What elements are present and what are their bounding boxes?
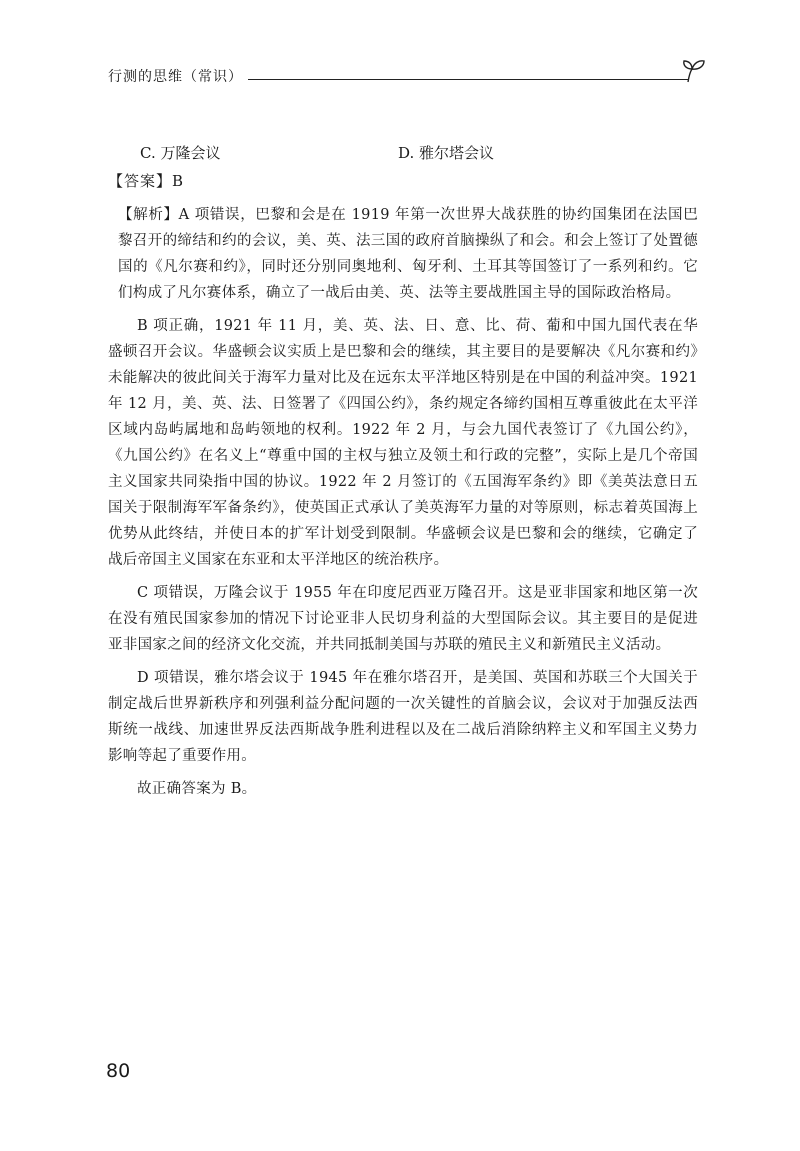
header-title: 行测的思维（常识） [108, 69, 243, 85]
option-d: D. 雅尔塔会议 [398, 144, 495, 162]
analysis-paragraph-a: 【解析】A 项错误，巴黎和会是在 1919 年第一次世界大战获胜的协约国集团在法国巴黎召开的缔结和约的会议，美、英、法三国的政府首脑操纵了和会。和会上签订了处置德国的《凡尔赛和约》，同时还分别同奥地利、匈牙利、土耳其等国签订了一系列和约。它们构成了凡尔赛体系，确立了一战后由美、英、法等主要战胜国主导的国际政治格局。 [118, 207, 698, 301]
options-row [108, 138, 698, 164]
page-number: 80 [106, 1060, 131, 1082]
analysis-paragraph-d: D 项错误，雅尔塔会议于 1945 年在雅尔塔召开，是美国、英国和苏联三个大国关于制定战后世界新秩序和列强利益分配问题的一次关键性的首脑会议，会议对于加强反法西斯统一战线、加速世界反法西斯战争胜利进程以及在二战后消除纳粹主义和军国主义势力影响等起了重要作用。 [108, 670, 698, 764]
analysis-paragraph-b: B 项正确，1921 年 11 月，美、英、法、日、意、比、荷、葡和中国九国代表在华盛顿召开会议。华盛顿会议实质上是巴黎和会的继续，其主要目的是要解决《凡尔赛和约》未能解决的彼此间关于海军力量对比及在远东太平洋地区特别是在中国的利益冲突。1921 年 12 月，美、英、法、日签署了《四国公约》，条约规定各缔约国相互尊重彼此在太平洋区域内岛屿属地和岛屿领地的权利。1922 年 2 月，与会九国代表签订了《九国公约》，《九国公约》在名义上“尊重中国的主权与独立及领土和行政的完整”，实际上是几个帝国主义国家共同染指中国的协议。1922 年 2 月签订的《五国海军条约》即《美英法意日五国关于限制海军军备条约》，使英国正式承认了美英海军力量的对等原则，标志着英国海上优势从此终结，并使日本的扩军计划受到限制。华盛顿会议是巴黎和会的继续，它确定了战后帝国主义国家在东亚和太平洋地区的统治秩序。 [108, 318, 698, 568]
answer-label: 【答案】B [108, 172, 185, 190]
option-c: C. 万隆会议 [140, 144, 221, 162]
analysis-paragraph-c: C 项错误，万隆会议于 1955 年在印度尼西亚万隆召开。这是亚非国家和地区第一次在没有殖民国家参加的情况下讨论亚非人民切身利益的大型国际会议。其主要目的是促进亚非国家之间的经济文化交流，并共同抵制美国与苏联的殖民主义和新殖民主义活动。 [108, 585, 698, 653]
header-rule [248, 79, 688, 80]
sprout-icon [680, 58, 706, 84]
analysis-section [108, 202, 698, 809]
running-header [108, 58, 703, 88]
analysis-conclusion: 故正确答案为 B。 [137, 781, 257, 797]
